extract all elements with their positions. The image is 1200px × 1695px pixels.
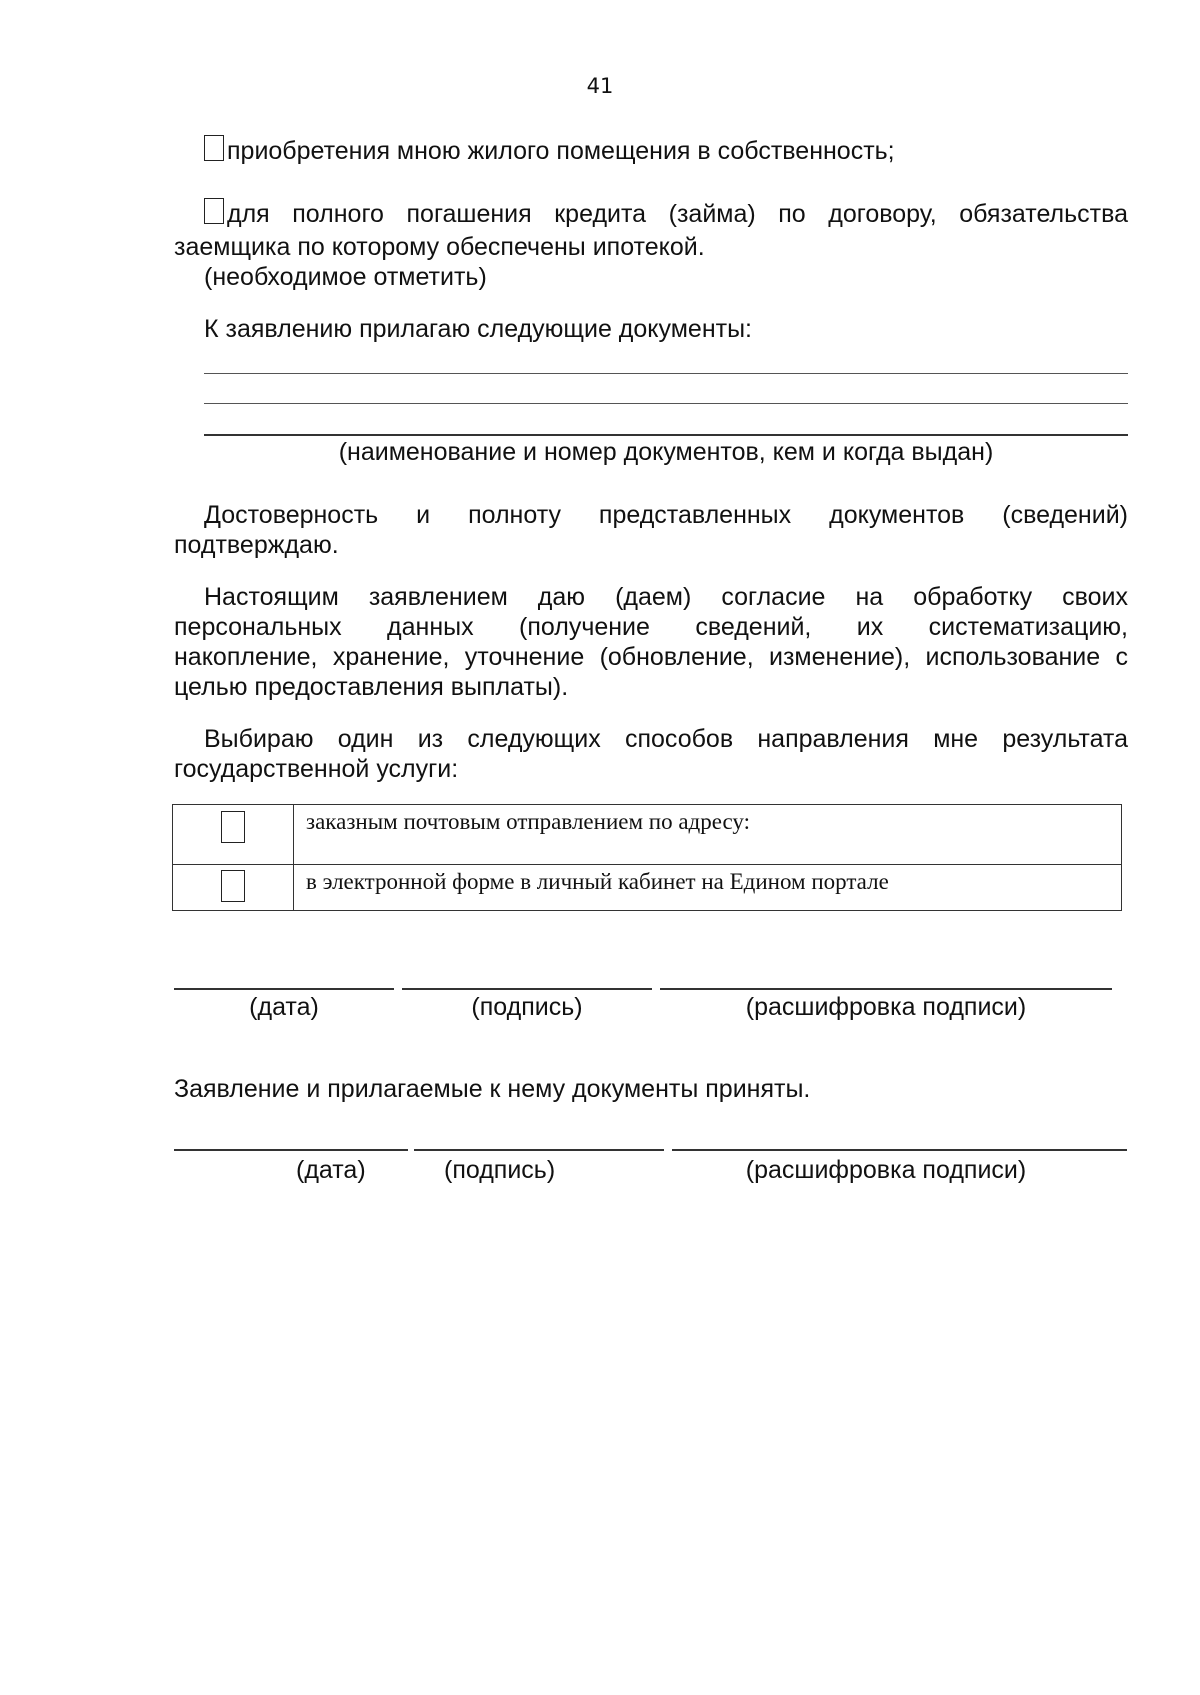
confirm-line-1: Достоверность и полноту представленных документов (сведений): [204, 501, 1128, 529]
sign1-sign-line[interactable]: [402, 988, 652, 990]
attachment-line-2[interactable]: [204, 403, 1128, 404]
delivery-method-row-portal: [173, 865, 1122, 911]
option-acquisition-text: приобретения мною жилого помещения в собственность;: [227, 137, 895, 165]
method-line-1: Выбираю один из следующих способов направления мне результата: [204, 725, 1128, 753]
sign2-sign-line[interactable]: [414, 1149, 664, 1151]
checkbox-portal[interactable]: [221, 870, 245, 902]
attachments-intro: К заявлению прилагаю следующие документы:: [204, 315, 752, 343]
consent-line-4: целью предоставления выплаты).: [174, 673, 569, 701]
sign2-decode-caption: (расшифровка подписи): [745, 1156, 1027, 1184]
checkbox-post[interactable]: [221, 811, 245, 843]
sign1-decode-caption: (расшифровка подписи): [745, 993, 1027, 1021]
sign2-date-caption: (дата): [296, 1156, 366, 1184]
sign2-sign-caption: (подпись): [444, 1156, 556, 1184]
checkbox-acquisition[interactable]: [204, 135, 224, 161]
delivery-method-row-post: [173, 805, 1122, 865]
option-repayment: [204, 198, 1128, 229]
consent-line-1: Настоящим заявлением даю (даем) согласие на обработку своих: [204, 583, 1128, 611]
accepted-text: Заявление и прилагаемые к нему документы приняты.: [174, 1075, 811, 1103]
method-line-2: государственной услуги:: [174, 755, 459, 783]
sign2-date-line[interactable]: [174, 1149, 408, 1151]
sign1-date-caption: (дата): [249, 993, 319, 1021]
sign1-date-line[interactable]: [174, 988, 394, 990]
page-number: 41: [586, 74, 614, 98]
attachment-line-3[interactable]: [204, 434, 1128, 436]
confirm-line-2: подтверждаю.: [174, 531, 339, 559]
consent-line-3: накопление, хранение, уточнение (обновление, изменение), использование с: [174, 643, 1128, 671]
consent-line-2: персональных данных (получение сведений, их систематизацию,: [174, 613, 1128, 641]
option-repayment-text-first: для полного погашения кредита (займа) по договору, обязательства: [227, 200, 1128, 228]
option-repayment-text-rest: заемщика по которому обеспечены ипотекой.: [174, 233, 705, 261]
note-mark-required: (необходимое отметить): [204, 263, 487, 291]
attachment-line-1[interactable]: [204, 373, 1128, 374]
sign1-sign-caption: (подпись): [471, 993, 583, 1021]
delivery-method-portal-label: в электронной форме в личный кабинет на Едином портале: [294, 865, 1122, 911]
delivery-method-table: [172, 804, 1122, 911]
sign2-decode-line[interactable]: [672, 1149, 1127, 1151]
delivery-method-post-label: заказным почтовым отправлением по адресу:: [294, 805, 1122, 865]
sign1-decode-line[interactable]: [660, 988, 1112, 990]
checkbox-repayment[interactable]: [204, 198, 224, 224]
option-acquisition: [204, 135, 1144, 166]
attachments-caption: (наименование и номер документов, кем и когда выдан): [338, 438, 994, 466]
